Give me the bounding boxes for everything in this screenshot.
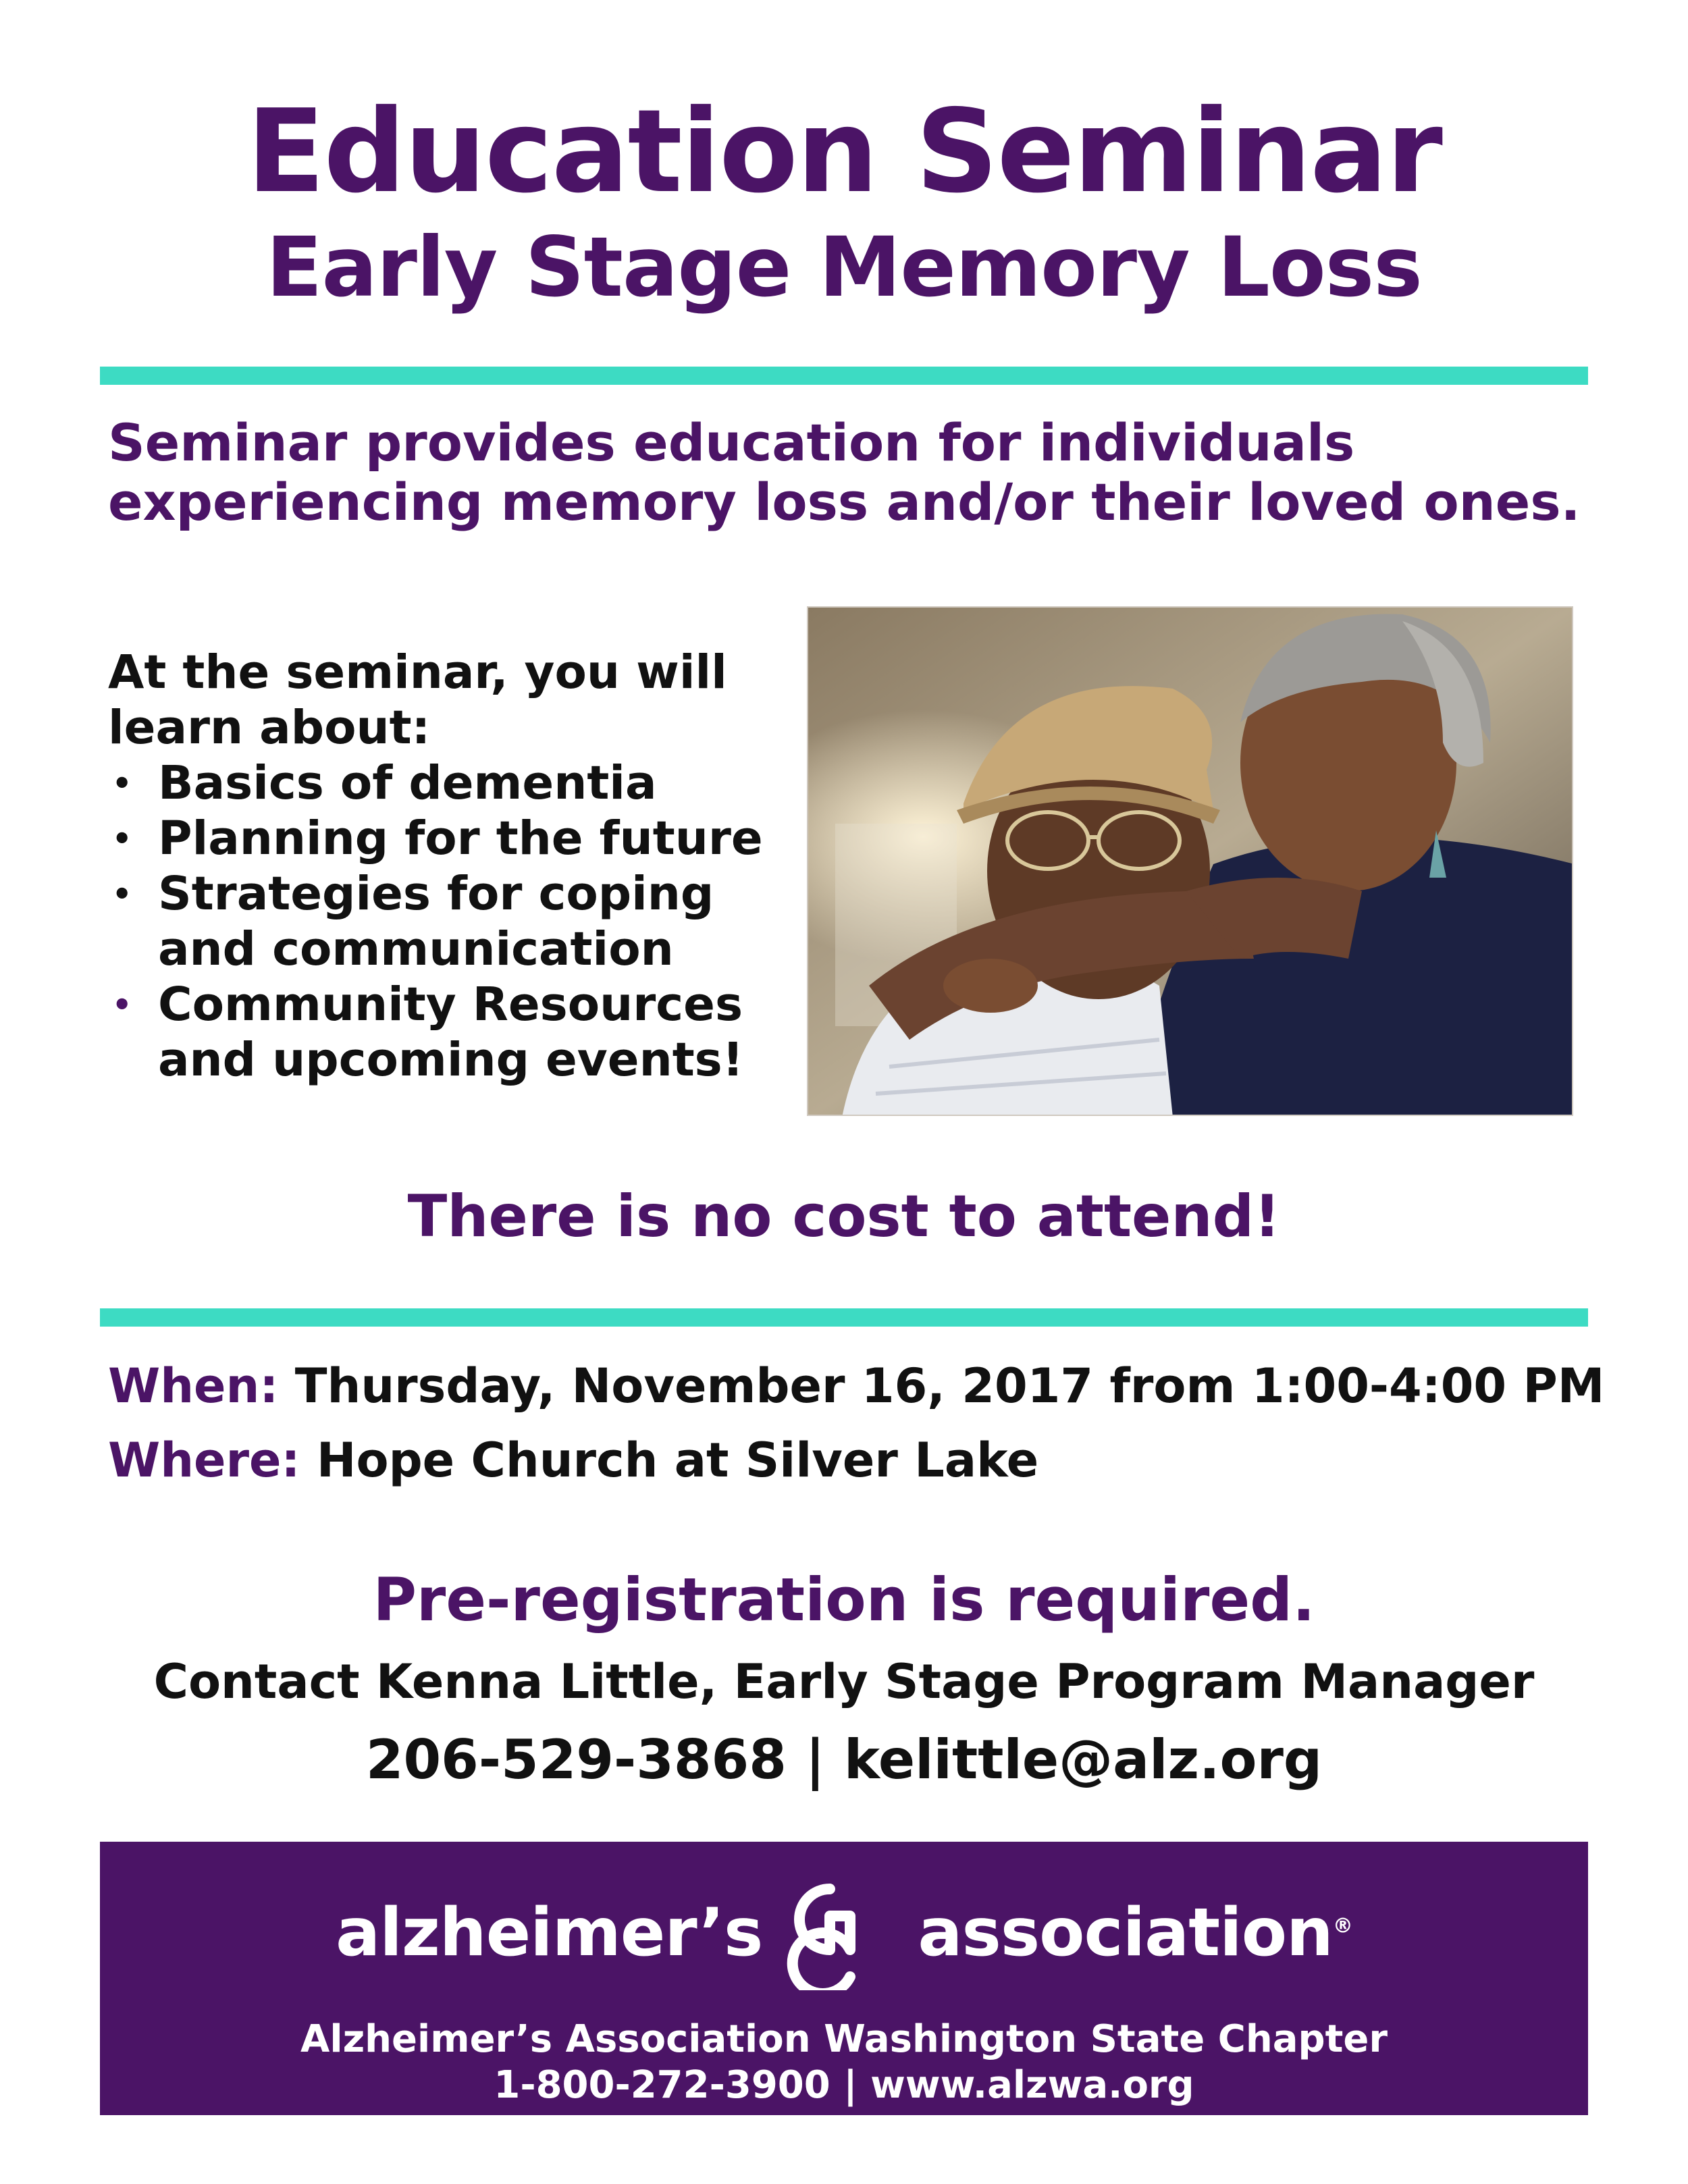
chapter-website-link[interactable]: www.alzwa.org <box>870 2063 1194 2107</box>
learn-list <box>108 755 810 1088</box>
contact-phone: 206-529-3868 <box>365 1728 787 1791</box>
chapter-contact <box>100 2063 1588 2108</box>
logo-word-left: alzheimer’s <box>336 1894 763 1971</box>
when-value: Thursday, November 16, 2017 from 1:00-4:00 PM <box>294 1358 1605 1414</box>
no-cost-notice: There is no cost to attend! <box>407 1183 1281 1250</box>
learn-heading-line-1: At the seminar, you will <box>108 645 727 699</box>
preregistration-heading: Pre-registration is required. <box>373 1565 1315 1634</box>
contact-separator: | <box>805 1728 825 1791</box>
when-label: When: <box>108 1358 279 1414</box>
chapter-phone-number: 1-800-272-3900 <box>494 2063 830 2107</box>
contact-person: Contact Kenna Little, Early Stage Program Manager <box>153 1654 1535 1709</box>
logo-word-right-text: association <box>918 1894 1333 1971</box>
association-logo-icon <box>783 1875 897 1990</box>
where-line <box>108 1433 1038 1488</box>
association-logo <box>100 1869 1588 1997</box>
where-value: Hope Church at Silver Lake <box>316 1433 1039 1488</box>
contact-email[interactable]: kelittle@alz.org <box>843 1728 1323 1791</box>
registered-mark: ® <box>1332 1914 1352 1938</box>
intro-line-2: experiencing memory loss and/or their loved ones. <box>108 472 1581 532</box>
where-label: Where: <box>108 1433 300 1488</box>
learn-section <box>108 645 810 1088</box>
footer-banner <box>100 1842 1588 2115</box>
logo-word-right <box>918 1894 1352 1971</box>
learn-item: • Basics of dementia <box>108 755 810 811</box>
seminar-photo <box>807 606 1573 1116</box>
page-title: Education Seminar <box>246 85 1442 219</box>
learn-item: • Community Resources and upcoming events! <box>108 977 810 1088</box>
learn-item: • Strategies for coping and communication <box>108 866 810 977</box>
contact-details <box>0 1728 1688 1791</box>
page-subtitle: Early Stage Memory Loss <box>266 219 1422 315</box>
learn-heading <box>108 645 810 755</box>
intro-line-1: Seminar provides education for individuals <box>108 412 1355 473</box>
divider-bottom <box>100 1308 1588 1327</box>
when-line <box>108 1358 1604 1414</box>
divider-top <box>100 367 1588 385</box>
learn-heading-line-2: learn about: <box>108 701 431 755</box>
intro-text <box>108 413 1593 532</box>
chapter-separator: | <box>843 2063 858 2107</box>
learn-item: • Planning for the future <box>108 811 810 866</box>
chapter-name: Alzheimer’s Association Washington State Chapter <box>300 2017 1388 2061</box>
